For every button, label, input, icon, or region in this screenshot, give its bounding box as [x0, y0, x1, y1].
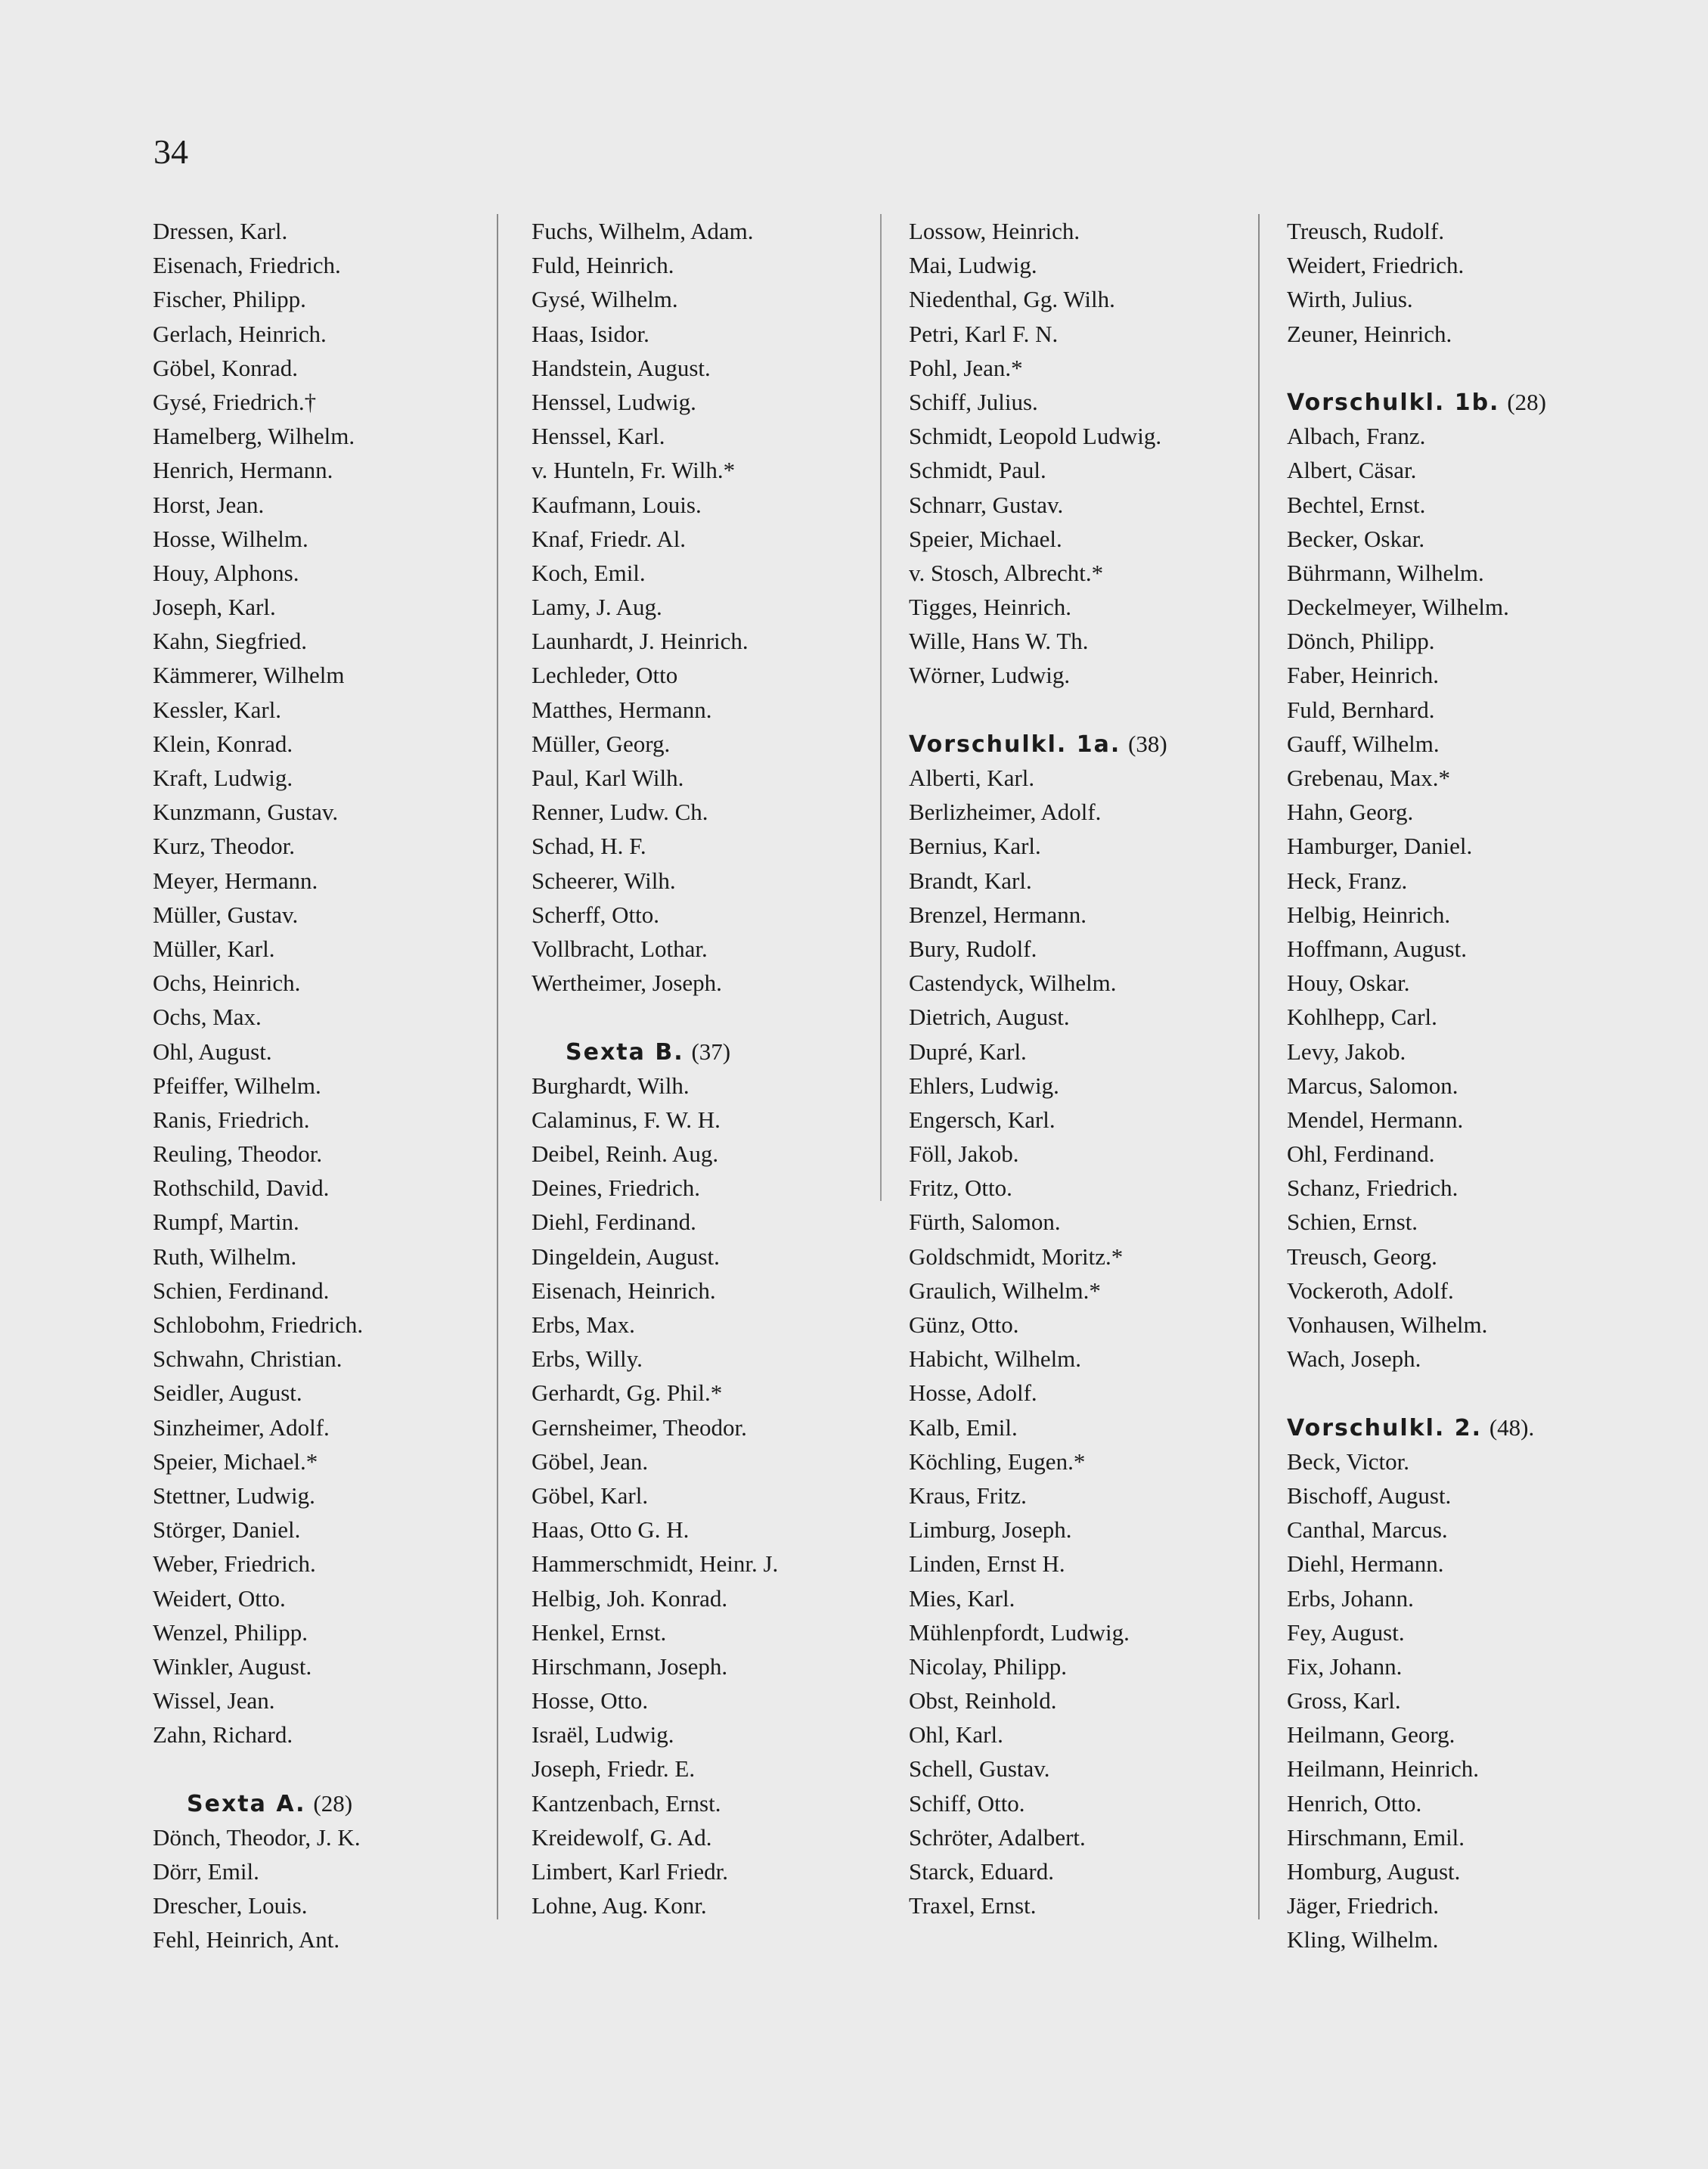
student-name: Goldschmidt, Moritz.*	[909, 1243, 1124, 1270]
section-header	[1287, 1410, 1642, 1444]
student-name: Henssel, Karl.	[532, 423, 665, 450]
student-name: Zeuner, Heinrich.	[1287, 320, 1452, 347]
student-name: Speier, Michael.	[909, 525, 1062, 552]
student-name: Göbel, Jean.	[532, 1448, 649, 1475]
student-name: Zahn, Richard.	[153, 1721, 293, 1749]
student-name: Renner, Ludw. Ch.	[532, 799, 708, 826]
section-count: (48).	[1489, 1413, 1535, 1441]
student-name: Schlobohm, Friedrich.	[153, 1311, 364, 1338]
student-name: Deckelmeyer, Wilhelm.	[1287, 594, 1509, 621]
student-name: Vollbracht, Lothar.	[532, 935, 708, 962]
student-name: Albach, Franz.	[1287, 423, 1426, 450]
student-name: Mühlenpfordt, Ludwig.	[909, 1618, 1130, 1646]
student-name: Wille, Hans W. Th.	[909, 628, 1089, 655]
student-name: Hahn, Georg.	[1287, 799, 1414, 826]
student-name: Limbert, Karl Friedr.	[532, 1858, 728, 1885]
student-name: Alberti, Karl.	[909, 765, 1035, 791]
student-name: Kantzenbach, Ernst.	[532, 1789, 721, 1817]
student-name: Paul, Karl Wilh.	[532, 765, 684, 791]
student-name: Schanz, Friedrich.	[1287, 1174, 1458, 1202]
section-title: Sexta A.	[187, 1790, 306, 1817]
name-column-3	[909, 214, 1264, 1922]
student-name: Bury, Rudolf.	[909, 935, 1037, 962]
student-name: Dörr, Emil.	[153, 1858, 259, 1885]
student-name: Deines, Friedrich.	[532, 1174, 700, 1202]
student-name: Reuling, Theodor.	[153, 1140, 323, 1168]
student-name: Hosse, Wilhelm.	[153, 525, 308, 552]
student-name: Schröter, Adalbert.	[909, 1823, 1086, 1851]
student-name: Sinzheimer, Adolf.	[153, 1413, 330, 1441]
student-name: Joseph, Karl.	[153, 594, 276, 621]
student-name: Koch, Emil.	[532, 559, 646, 586]
student-name: Vockeroth, Adolf.	[1287, 1277, 1454, 1304]
student-name: Deibel, Reinh. Aug.	[532, 1140, 719, 1168]
student-name: Brandt, Karl.	[909, 867, 1032, 894]
student-name: Berlizheimer, Adolf.	[909, 799, 1102, 826]
student-name: Gross, Karl.	[1287, 1687, 1401, 1714]
student-name: Mendel, Hermann.	[1287, 1106, 1464, 1133]
student-name: Scherff, Otto.	[532, 901, 660, 928]
student-name: Heck, Franz.	[1287, 867, 1408, 894]
student-name: Wirth, Julius.	[1287, 286, 1413, 313]
section-count: (37)	[691, 1038, 731, 1065]
student-name: Nicolay, Philipp.	[909, 1652, 1067, 1680]
student-name: Canthal, Marcus.	[1287, 1516, 1448, 1544]
student-name: Winkler, August.	[153, 1652, 312, 1680]
student-name: Graulich, Wilhelm.*	[909, 1277, 1101, 1304]
student-name: Haas, Isidor.	[532, 320, 649, 347]
student-name: Ohl, August.	[153, 1038, 272, 1065]
student-name: Helbig, Heinrich.	[1287, 901, 1451, 928]
student-name: Wenzel, Philipp.	[153, 1618, 308, 1646]
student-name: Beck, Victor.	[1287, 1448, 1410, 1475]
student-name: Ohl, Karl.	[909, 1721, 1003, 1749]
student-name: Ehlers, Ludwig.	[909, 1072, 1059, 1099]
student-name: Kalb, Emil.	[909, 1413, 1018, 1441]
student-name: Dietrich, August.	[909, 1004, 1070, 1031]
student-name: Fuchs, Wilhelm, Adam.	[532, 218, 754, 244]
student-name: Hirschmann, Joseph.	[532, 1652, 728, 1680]
student-name: Ruth, Wilhelm.	[153, 1243, 297, 1270]
student-name: Fuld, Bernhard.	[1287, 696, 1435, 723]
student-name: Wörner, Ludwig.	[909, 662, 1071, 689]
section-spacer	[1287, 1376, 1642, 1410]
student-name: Kreidewolf, G. Ad.	[532, 1823, 712, 1851]
student-name: Müller, Gustav.	[153, 901, 299, 928]
student-name: v. Stosch, Albrecht.*	[909, 559, 1104, 586]
student-name: Kling, Wilhelm.	[1287, 1926, 1439, 1953]
student-name: Lohne, Aug. Konr.	[532, 1892, 707, 1919]
student-name: Marcus, Salomon.	[1287, 1072, 1458, 1099]
student-name: Gerhardt, Gg. Phil.*	[532, 1379, 723, 1407]
student-name: Treusch, Georg.	[1287, 1243, 1437, 1270]
student-name: Kaufmann, Louis.	[532, 491, 702, 518]
student-name: Schwahn, Christian.	[153, 1345, 343, 1373]
student-name: Dressen, Karl.	[153, 218, 288, 244]
student-name: Castendyck, Wilhelm.	[909, 970, 1117, 997]
section-header	[1287, 385, 1642, 419]
student-name: Hoffmann, August.	[1287, 935, 1467, 962]
student-name: Kraus, Fritz.	[909, 1482, 1027, 1509]
student-name: Homburg, August.	[1287, 1858, 1461, 1885]
student-name: Fey, August.	[1287, 1618, 1405, 1646]
student-name: Mai, Ludwig.	[909, 252, 1037, 279]
section-count: (38)	[1128, 730, 1167, 757]
student-name: Meyer, Hermann.	[153, 867, 318, 894]
student-name: Jäger, Friedrich.	[1287, 1892, 1440, 1919]
student-name: Bernius, Karl.	[909, 833, 1041, 860]
student-name: Launhardt, J. Heinrich.	[532, 628, 749, 655]
section-title: Vorschulkl. 1a.	[909, 731, 1121, 758]
student-name: Seidler, August.	[153, 1379, 302, 1407]
student-name: Diehl, Ferdinand.	[532, 1209, 696, 1236]
section-count: (28)	[313, 1789, 353, 1817]
student-name: Henrich, Otto.	[1287, 1789, 1422, 1817]
student-name: Diehl, Hermann.	[1287, 1550, 1444, 1578]
student-name: Kurz, Theodor.	[153, 833, 295, 860]
student-name: Dönch, Philipp.	[1287, 628, 1435, 655]
student-name: Limburg, Joseph.	[909, 1516, 1072, 1544]
student-name: Ohl, Ferdinand.	[1287, 1140, 1435, 1168]
student-name: Joseph, Friedr. E.	[532, 1755, 696, 1783]
student-name: Kessler, Karl.	[153, 696, 282, 723]
student-name: Heilmann, Heinrich.	[1287, 1755, 1479, 1783]
section-spacer	[909, 693, 1264, 727]
student-name: Fehl, Heinrich, Ant.	[153, 1926, 340, 1953]
student-name: Müller, Georg.	[532, 730, 671, 757]
student-name: Lechleder, Otto	[532, 662, 678, 689]
student-name: Klein, Konrad.	[153, 730, 293, 757]
student-name: Drescher, Louis.	[153, 1892, 308, 1919]
student-name: v. Hunteln, Fr. Wilh.*	[532, 457, 736, 484]
student-name: Wertheimer, Joseph.	[532, 970, 722, 997]
student-name: Ochs, Max.	[153, 1004, 262, 1031]
student-name: Houy, Oskar.	[1287, 970, 1410, 997]
student-name: Weber, Friedrich.	[153, 1550, 316, 1578]
section-spacer	[1287, 351, 1642, 385]
student-name: Föll, Jakob.	[909, 1140, 1019, 1168]
student-name: Bührmann, Wilhelm.	[1287, 559, 1484, 586]
student-name: Haas, Otto G. H.	[532, 1516, 690, 1544]
student-name: Houy, Alphons.	[153, 559, 299, 586]
student-name: Becker, Oskar.	[1287, 525, 1425, 552]
name-column-1	[153, 214, 508, 1957]
student-name: Gysé, Friedrich.†	[153, 388, 317, 415]
student-name: Schien, Ernst.	[1287, 1209, 1418, 1236]
page-number: 34	[153, 132, 188, 171]
name-column-2	[532, 214, 887, 1922]
student-name: Speier, Michael.*	[153, 1448, 318, 1475]
student-name: Göbel, Konrad.	[153, 354, 298, 381]
student-name: Matthes, Hermann.	[532, 696, 712, 723]
student-name: Wissel, Jean.	[153, 1687, 275, 1714]
student-name: Levy, Jakob.	[1287, 1038, 1406, 1065]
section-header	[909, 727, 1264, 761]
student-name: Kohlhepp, Carl.	[1287, 1004, 1437, 1031]
student-name: Hirschmann, Emil.	[1287, 1823, 1465, 1851]
student-name: Habicht, Wilhelm.	[909, 1345, 1082, 1373]
student-name: Fritz, Otto.	[909, 1174, 1012, 1202]
student-name: Burghardt, Wilh.	[532, 1072, 690, 1099]
student-name: Grebenau, Max.*	[1287, 765, 1451, 791]
student-name: Niedenthal, Gg. Wilh.	[909, 286, 1115, 313]
student-name: Kahn, Siegfried.	[153, 628, 308, 655]
student-name: Heilmann, Georg.	[1287, 1721, 1455, 1749]
student-name: Bechtel, Ernst.	[1287, 491, 1426, 518]
section-title: Vorschulkl. 2.	[1287, 1414, 1482, 1441]
student-name: Gysé, Wilhelm.	[532, 286, 678, 313]
student-name: Ochs, Heinrich.	[153, 970, 301, 997]
section-title: Vorschulkl. 1b.	[1287, 389, 1500, 416]
student-name: Lamy, J. Aug.	[532, 594, 662, 621]
student-name: Vonhausen, Wilhelm.	[1287, 1311, 1488, 1338]
student-name: Henkel, Ernst.	[532, 1618, 667, 1646]
student-name: Schiff, Julius.	[909, 388, 1038, 415]
student-name: Weidert, Otto.	[153, 1584, 286, 1612]
student-name: Rumpf, Martin.	[153, 1209, 299, 1236]
student-name: Tigges, Heinrich.	[909, 594, 1071, 621]
student-name: Albert, Cäsar.	[1287, 457, 1417, 484]
student-name: Eisenach, Friedrich.	[153, 252, 341, 279]
student-name: Störger, Daniel.	[153, 1516, 301, 1544]
student-name: Mies, Karl.	[909, 1584, 1015, 1612]
student-name: Schien, Ferdinand.	[153, 1277, 330, 1304]
student-name: Hammerschmidt, Heinr. J.	[532, 1550, 779, 1578]
student-name: Henrich, Hermann.	[153, 457, 333, 484]
student-name: Faber, Heinrich.	[1287, 662, 1440, 689]
student-name: Fix, Johann.	[1287, 1652, 1403, 1680]
student-name: Fischer, Philipp.	[153, 286, 306, 313]
student-name: Gauff, Wilhelm.	[1287, 730, 1440, 757]
student-name: Knaf, Friedr. Al.	[532, 525, 687, 552]
student-name: Scheerer, Wilh.	[532, 867, 676, 894]
student-name: Bischoff, August.	[1287, 1482, 1452, 1509]
student-name: Schell, Gustav.	[909, 1755, 1050, 1783]
student-name: Rothschild, David.	[153, 1174, 330, 1202]
student-name: Dönch, Theodor, J. K.	[153, 1823, 361, 1851]
student-name: Schnarr, Gustav.	[909, 491, 1064, 518]
student-name: Schiff, Otto.	[909, 1789, 1025, 1817]
student-name: Obst, Reinhold.	[909, 1687, 1057, 1714]
student-name: Petri, Karl F. N.	[909, 320, 1059, 347]
student-name: Fuld, Heinrich.	[532, 252, 674, 279]
student-name: Israël, Ludwig.	[532, 1721, 674, 1749]
student-name: Ranis, Friedrich.	[153, 1106, 310, 1133]
student-name: Lossow, Heinrich.	[909, 218, 1080, 244]
student-name: Henssel, Ludwig.	[532, 388, 696, 415]
student-name: Eisenach, Heinrich.	[532, 1277, 716, 1304]
student-name: Starck, Eduard.	[909, 1858, 1054, 1885]
student-name: Weidert, Friedrich.	[1287, 252, 1465, 279]
student-name: Handstein, August.	[532, 354, 711, 381]
student-name: Erbs, Willy.	[532, 1345, 643, 1373]
student-name: Traxel, Ernst.	[909, 1892, 1037, 1919]
student-name: Brenzel, Hermann.	[909, 901, 1086, 928]
student-name: Schad, H. F.	[532, 833, 646, 860]
student-name: Pohl, Jean.*	[909, 354, 1023, 381]
section-spacer	[153, 1752, 508, 1786]
student-name: Dingeldein, August.	[532, 1243, 720, 1270]
student-name: Kraft, Ludwig.	[153, 765, 293, 791]
student-name: Horst, Jean.	[153, 491, 265, 518]
student-name: Pfeiffer, Wilhelm.	[153, 1072, 321, 1099]
student-name: Calaminus, F. W. H.	[532, 1106, 721, 1133]
student-name: Günz, Otto.	[909, 1311, 1019, 1338]
student-name: Hosse, Otto.	[532, 1687, 649, 1714]
section-count: (28)	[1507, 388, 1546, 415]
section-header	[532, 1035, 887, 1069]
student-name: Müller, Karl.	[153, 935, 275, 962]
student-name: Hamelberg, Wilhelm.	[153, 423, 355, 450]
student-name: Helbig, Joh. Konrad.	[532, 1584, 728, 1612]
student-name: Erbs, Max.	[532, 1311, 635, 1338]
name-column-4	[1287, 214, 1642, 1957]
student-name: Gernsheimer, Theodor.	[532, 1413, 747, 1441]
student-name: Köchling, Eugen.*	[909, 1448, 1086, 1475]
student-name: Dupré, Karl.	[909, 1038, 1027, 1065]
student-name: Hosse, Adolf.	[909, 1379, 1037, 1407]
student-name: Erbs, Johann.	[1287, 1584, 1414, 1612]
section-spacer	[532, 1000, 887, 1034]
student-name: Schmidt, Leopold Ludwig.	[909, 423, 1162, 450]
student-name: Gerlach, Heinrich.	[153, 320, 327, 347]
student-name: Wach, Joseph.	[1287, 1345, 1421, 1373]
student-name: Stettner, Ludwig.	[153, 1482, 315, 1509]
student-name: Kunzmann, Gustav.	[153, 799, 339, 826]
student-name: Linden, Ernst H.	[909, 1550, 1065, 1578]
student-name: Schmidt, Paul.	[909, 457, 1046, 484]
student-name: Göbel, Karl.	[532, 1482, 649, 1509]
student-name: Treusch, Rudolf.	[1287, 218, 1445, 244]
section-header	[153, 1786, 508, 1820]
section-title: Sexta B.	[566, 1038, 684, 1066]
student-name: Kämmerer, Wilhelm	[153, 662, 345, 689]
student-name: Hamburger, Daniel.	[1287, 833, 1473, 860]
student-name: Engersch, Karl.	[909, 1106, 1055, 1133]
student-name: Fürth, Salomon.	[909, 1209, 1061, 1236]
